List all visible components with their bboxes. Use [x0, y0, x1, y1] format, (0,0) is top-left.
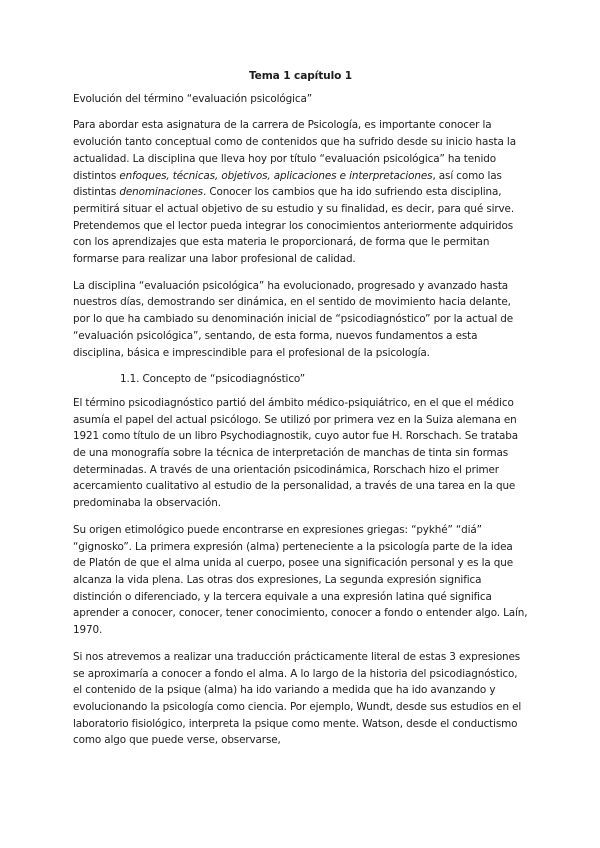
paragraph-translation: Si nos atrevemos a realizar una traducción prácticamente literal de estas 3 expresiones se aproximaría a conocer a fondo el alma. A lo largo de la historia del psicodiagnóstico, el contenido de la psique (alma) ha ido variando a medida que ha ido avanzando y evolucionando la psicología como ciencia. Por ejemplo, Wundt, desde sus estudios en el laboratorio fisiológico, interpreta la psique como mente. Watson, desde el conductismo como algo que puede verse, observarse,	[73, 650, 522, 747]
paragraph-intro-emphasis-1: enfoques, técnicas, objetivos, aplicaciones e interpretaciones	[119, 169, 433, 182]
section-heading: 1.1. Concepto de “psicodiagnóstico”	[120, 373, 306, 386]
paragraph-intro-text-3: . Conocer los cambios que ha ido sufriendo esta disciplina, permitirá situar el actual objetivo de su estudio y su finalidad, es decir, para qué sirve. Pretendemos que el lector pueda integrar los conocimientos anteriormente adquiridos con los aprendizajes que esta materia le proporcionará, de forma que le permitan formarse para realizar una labor profesional de calidad.	[73, 186, 515, 266]
document-page	[73, 68, 528, 759]
paragraph-evolution: La disciplina “evaluación psicológica” ha evolucionado, progresado y avanzado hasta nuestros días, demostrando ser dinámica, en el sentido de movimiento hacia delante, por lo que ha cambiado su denominación inicial de “psicodiagnóstico” por la actual de “evaluación psicológica”, sentando, de esta forma, nuevos fundamentos a esta disciplina, básica e imprescindible para el profesional de la psicología.	[73, 279, 514, 359]
document-subtitle: Evolución del término “evaluación psicológica”	[73, 92, 312, 105]
paragraph-origin: El término psicodiagnóstico partió del ámbito médico-psiquiátrico, en el que el médico asumía el papel del actual psicólogo. Se utilizó por primera vez en la Suiza alemana en 1921 como título de un libro Psychodiagnostik, cuyo autor fue H. Rorschach. Se trataba de una monografía sobre la técnica de interpretación de manchas de tinta sin formas determinadas. A través de una orientación psicodinámica, Rorschach hizo el primer acercamiento cualitativo al estudio de la personalidad, a través de una tarea en la que predominaba la observación.	[73, 396, 518, 510]
paragraph-etymology: Su origen etimológico puede encontrarse en expresiones griegas: “pykhé” “diá” “gignosko”. La primera expresión (alma) perteneciente a la psicología parte de la idea de Platón de que el alma unida al cuerpo, posee una significación personal y es la que alcanza la vida plena. Las otras dos expresiones, La segunda expresión significa distinción o diferenciado, y la tercera equivale a una expresión latina qué significa aprender a conocer, conocer, tener conocimiento, conocer a fondo o entender algo. Laín, 1970.	[73, 523, 528, 637]
paragraph-intro-emphasis-2: denominaciones	[119, 186, 203, 199]
paragraph-intro-text-2: , así como las distintas	[73, 169, 502, 199]
paragraph-intro-text-1: Para abordar esta asignatura de la carrera de Psicología, es importante conocer la evolución tanto conceptual como de contenidos que ha sufrido desde su inicio hasta la actualidad. La disciplina que lleva hoy por título “evaluación psicológica” ha tenido distintos	[73, 119, 516, 182]
document-title: Tema 1 capítulo 1	[248, 70, 353, 82]
paragraph-intro	[73, 117, 528, 267]
